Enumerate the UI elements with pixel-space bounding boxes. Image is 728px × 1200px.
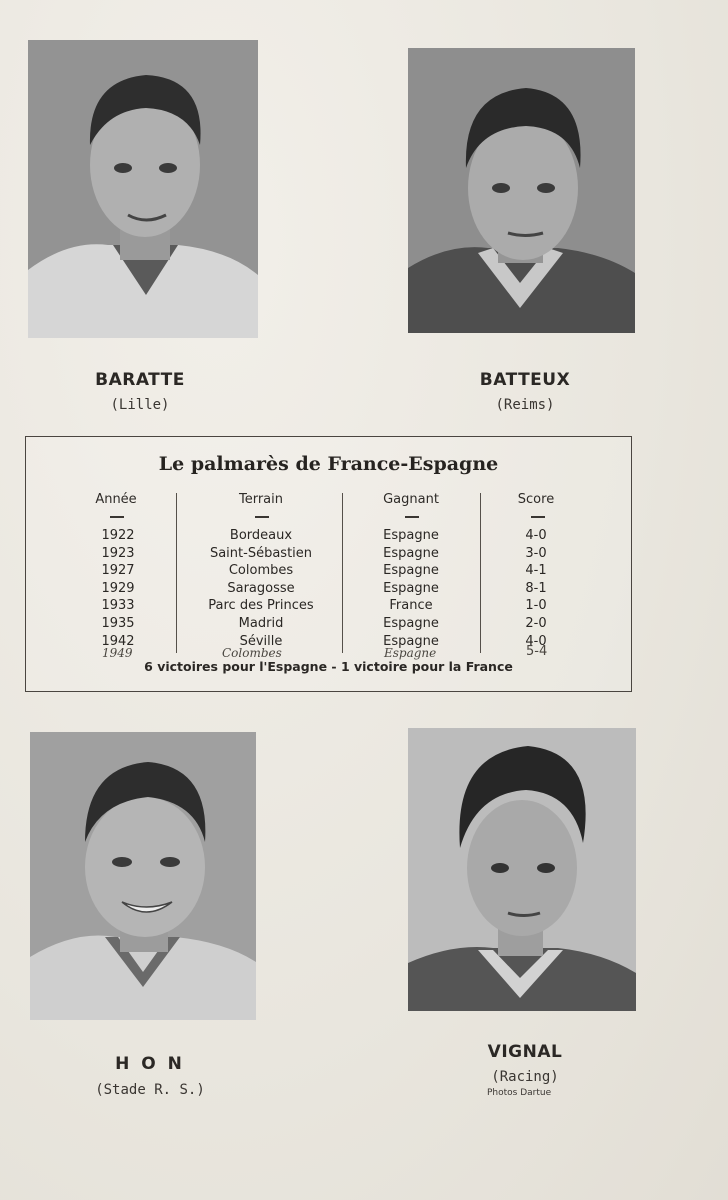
cell-annee: 1942 [101, 633, 135, 649]
cell-gagnant: Espagne [383, 615, 439, 631]
column-divider [480, 493, 481, 653]
column-divider [176, 493, 177, 653]
player-club-baratte: (Lille) [110, 397, 170, 413]
cell-score: 4-0 [525, 528, 547, 543]
cell-terrain: Madrid [238, 615, 284, 631]
cell-terrain: Bordeaux [229, 528, 293, 543]
header-score: Score [517, 492, 555, 507]
cell-score: 1-0 [525, 598, 547, 614]
player-name-batteux: BATTEUX [479, 370, 571, 390]
cell-gagnant: Espagne [383, 528, 439, 543]
handwritten-annee: 1949 [102, 646, 133, 660]
column-terrain [181, 527, 341, 650]
cell-score: 4-1 [525, 563, 547, 579]
header-terrain: Terrain [238, 492, 283, 507]
cell-annee: 1922 [101, 528, 135, 543]
cell-score: 2-0 [525, 615, 547, 631]
cell-annee: 1929 [101, 580, 135, 596]
cell-terrain: Colombes [228, 563, 294, 579]
column-annee [88, 527, 148, 650]
cell-gagnant: France [389, 598, 433, 614]
player-club-vignal: (Racing) [491, 1069, 559, 1085]
header-dash [531, 516, 545, 518]
cell-annee: 1935 [101, 615, 135, 631]
cell-score: 8-1 [525, 580, 547, 596]
player-name-vignal: VIGNAL [487, 1042, 563, 1062]
column-score [506, 527, 566, 650]
cell-score: 3-0 [525, 545, 547, 561]
cell-gagnant: Espagne [383, 633, 439, 649]
player-photo-vignal [408, 728, 636, 1011]
cell-annee: 1927 [101, 563, 135, 579]
cell-annee: 1923 [101, 545, 135, 561]
player-photo-batteux [408, 48, 635, 333]
cell-terrain: Saragosse [227, 580, 295, 596]
player-club-batteux: (Reims) [495, 397, 555, 413]
player-photo-hon [30, 732, 256, 1020]
header-gagnant: Gagnant [383, 492, 439, 507]
photo-credit: Photos Dartue [487, 1088, 552, 1098]
header-annee: Année [95, 492, 137, 507]
column-gagnant [361, 527, 461, 650]
cell-terrain: Parc des Princes [208, 598, 314, 614]
cell-terrain: Séville [239, 633, 283, 649]
player-name-hon: H O N [115, 1054, 185, 1074]
player-club-hon: (Stade R. S.) [95, 1082, 205, 1098]
palmares-title: Le palmarès de France-Espagne [158, 453, 499, 475]
palmares-summary: 6 victoires pour l'Espagne - 1 victoire pour la France [144, 659, 513, 674]
cell-gagnant: Espagne [383, 580, 439, 596]
header-dash [110, 516, 124, 518]
palmares-table [25, 436, 632, 692]
header-dash [255, 516, 269, 518]
cell-terrain: Saint-Sébastien [209, 545, 313, 561]
cell-gagnant: Espagne [383, 545, 439, 561]
cell-score: 4-0 [525, 633, 547, 649]
cell-annee: 1933 [101, 598, 135, 614]
header-dash [405, 516, 419, 518]
handwritten-terrain: Colombes [222, 646, 282, 660]
handwritten-score: 5-4 [526, 644, 548, 659]
cell-gagnant: Espagne [383, 563, 439, 579]
column-divider [342, 493, 343, 653]
handwritten-gagnant: Espagne [384, 646, 437, 660]
player-name-baratte: BARATTE [95, 370, 185, 390]
player-photo-baratte [28, 40, 258, 338]
